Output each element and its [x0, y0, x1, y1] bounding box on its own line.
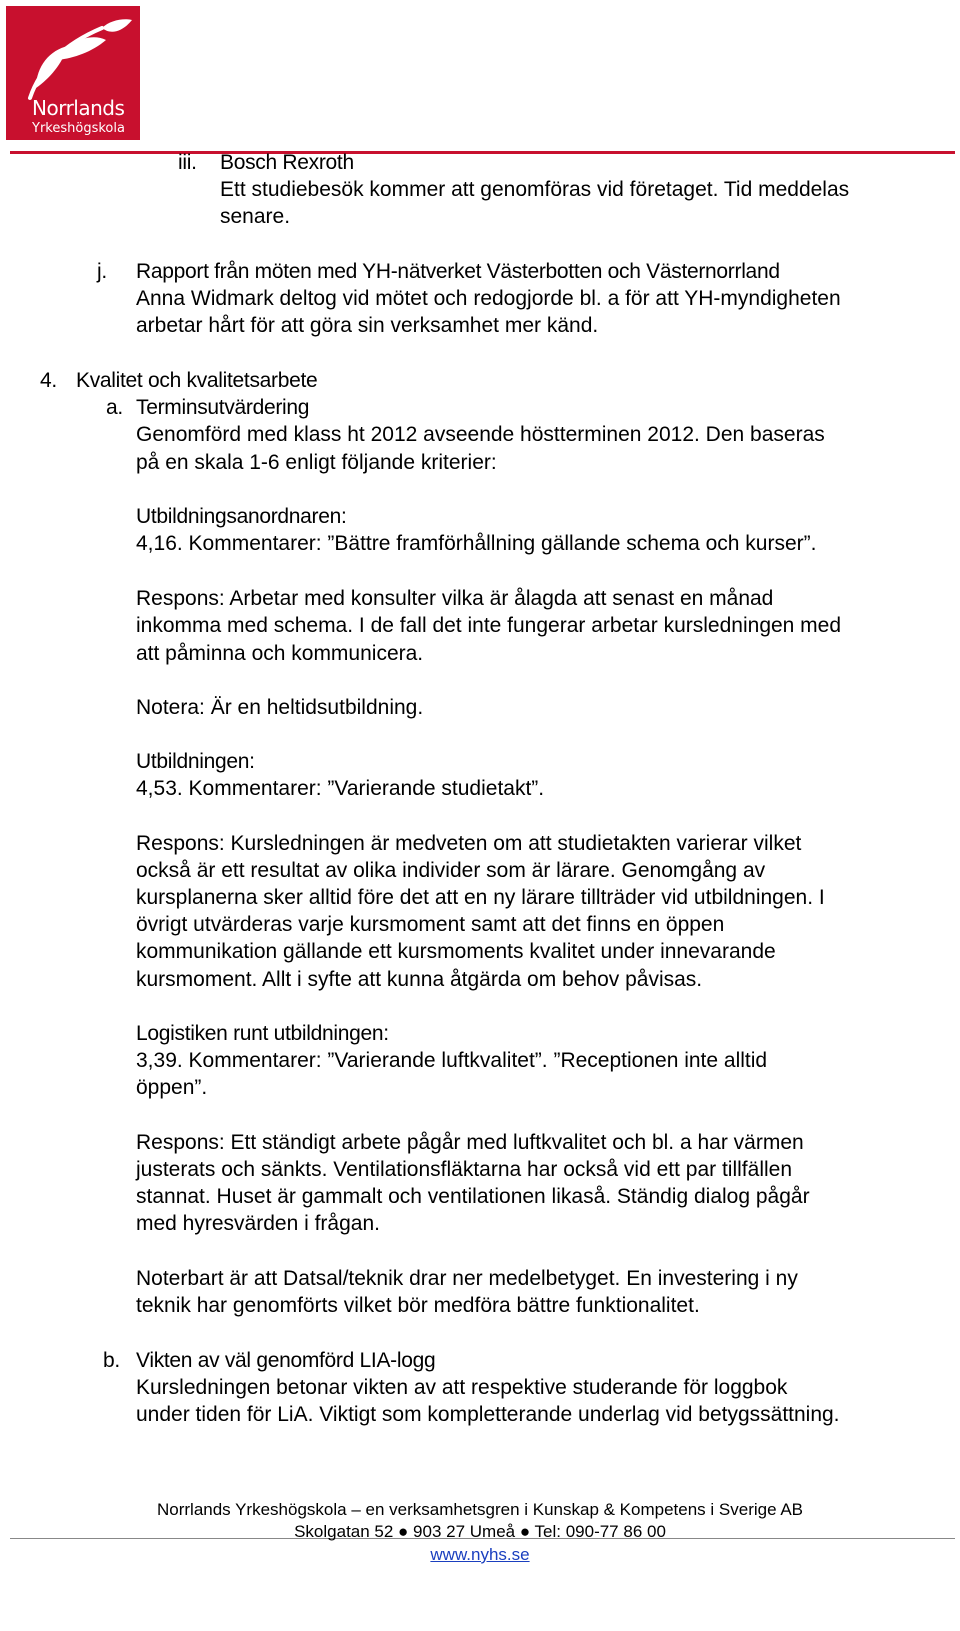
footer-address: Skolgatan 52 ● 903 27 Umeå ● Tel: 090-77 86 00 — [294, 1522, 666, 1541]
logistiken-response-3: stannat. Huset är gammalt och ventilationen likaså. Ständig dialog pågår — [136, 1185, 810, 1208]
item-b-title: Vikten av väl genomförd LIA-logg — [136, 1349, 436, 1372]
item-a-number: a. — [106, 396, 123, 419]
item-b-text-1: Kursledningen betonar vikten av att respektive studerande för loggbok — [136, 1376, 788, 1399]
logistiken-note-1: Noterbart är att Datsal/teknik drar ner medelbetyget. En investering i ny — [136, 1267, 798, 1290]
anordnaren-response-2: inkomma med schema. I de fall det inte fungerar arbetar kursledningen med — [136, 614, 842, 637]
subhead-logistiken: Logistiken runt utbildningen: — [136, 1022, 389, 1045]
logistiken-response-4: med hyresvärden i frågan. — [136, 1212, 380, 1235]
subhead-anordnaren-colon: : — [341, 505, 347, 528]
subhead-utbildningen: Utbildningen: — [136, 750, 255, 773]
footer-website-link[interactable]: www.nyhs.se — [430, 1545, 530, 1564]
logistiken-score-1: 3,39. Kommentarer: ”Varierande luftkvalitet”. ”Receptionen inte alltid — [136, 1049, 768, 1072]
footer-link-wrap — [0, 1545, 960, 1565]
utbildningen-response-6: kursmoment. Allt i syfte att kunna åtgärda om behov påvisas. — [136, 968, 703, 991]
utbildningen-response-4: övrigt utvärderas varje kursmoment samt att det finns en öppen — [136, 913, 725, 936]
utbildningen-score: 4,53. Kommentarer: ”Varierande studietakt”. — [136, 777, 545, 800]
item-iii-text-1: Ett studiebesök kommer att genomföras vid företaget. Tid meddelas — [220, 178, 850, 201]
item-iii-text-2: senare. — [220, 205, 291, 228]
anordnaren-note: Notera: Är en heltidsutbildning. — [136, 696, 424, 719]
item-b-number: b. — [103, 1349, 120, 1372]
item-j-text-1: Anna Widmark deltog vid mötet och redogjorde bl. a för att YH-myndigheten — [136, 287, 841, 310]
subhead-anordnaren — [136, 503, 347, 531]
item-a-text-1: Genomförd med klass ht 2012 avseende höstterminen 2012. Den baseras — [136, 423, 825, 446]
logo-line1: Norrlands — [32, 96, 125, 120]
utbildningen-response-1: Respons: Kursledningen är medveten om att studietakten varierar vilket — [136, 832, 802, 855]
section-4-title: Kvalitet och kvalitetsarbete — [76, 369, 318, 392]
utbildningen-response-3: kursplanerna sker alltid före det att en ny lärare tillträder vid utbildningen. I — [136, 886, 825, 909]
anordnaren-response-3: att påminna och kommunicera. — [136, 642, 424, 665]
item-a-text-2: på en skala 1-6 enligt följande kriterier: — [136, 451, 497, 474]
footer-company: Norrlands Yrkeshögskola – en verksamhetsgren i Kunskap & Kompetens i Sverige AB — [156, 1500, 804, 1519]
header-divider — [10, 151, 955, 154]
section-4-number: 4. — [40, 369, 57, 392]
item-b-text-2: under tiden för LiA. Viktigt som kompletterande underlag vid betygssättning. — [136, 1403, 840, 1426]
logistiken-note-2: teknik har genomförts vilket bör medföra bättre funktionalitet. — [136, 1294, 700, 1317]
anordnaren-response-1: Respons: Arbetar med konsulter vilka är ålagda att senast en månad — [136, 587, 774, 610]
logistiken-response-1: Respons: Ett ständigt arbete pågår med luftkvalitet och bl. a har värmen — [136, 1131, 804, 1154]
anordnaren-score: 4,16. Kommentarer: ”Bättre framförhållning gällande schema och kurser”. — [136, 532, 817, 555]
subhead-anordnaren-text: Utbildningsanordnaren — [136, 505, 342, 528]
item-j-title: Rapport från möten med YH-nätverket Västerbotten och Västernorrland — [136, 260, 780, 283]
item-j-number: j. — [97, 260, 107, 283]
utbildningen-response-2: också är ett resultat av olika individer som är lärare. Genomgång av — [136, 859, 766, 882]
item-a-title: Terminsutvärdering — [136, 396, 310, 419]
utbildningen-response-5: kommunikation gällande ett kursmoments kvalitet under innevarande — [136, 940, 776, 963]
logistiken-score-2: öppen”. — [136, 1076, 208, 1099]
item-j-text-2: arbetar hårt för att göra sin verksamhet mer känd. — [136, 314, 599, 337]
logo-line2: Yrkeshögskola — [32, 121, 125, 136]
logistiken-response-2: justerats och sänkts. Ventilationsfläktarna har också vid ett par tillfällen — [136, 1158, 793, 1181]
item-iii-title: Bosch Rexroth — [220, 151, 354, 174]
norrlands-logo — [6, 6, 140, 140]
item-iii-number: iii. — [178, 151, 197, 174]
